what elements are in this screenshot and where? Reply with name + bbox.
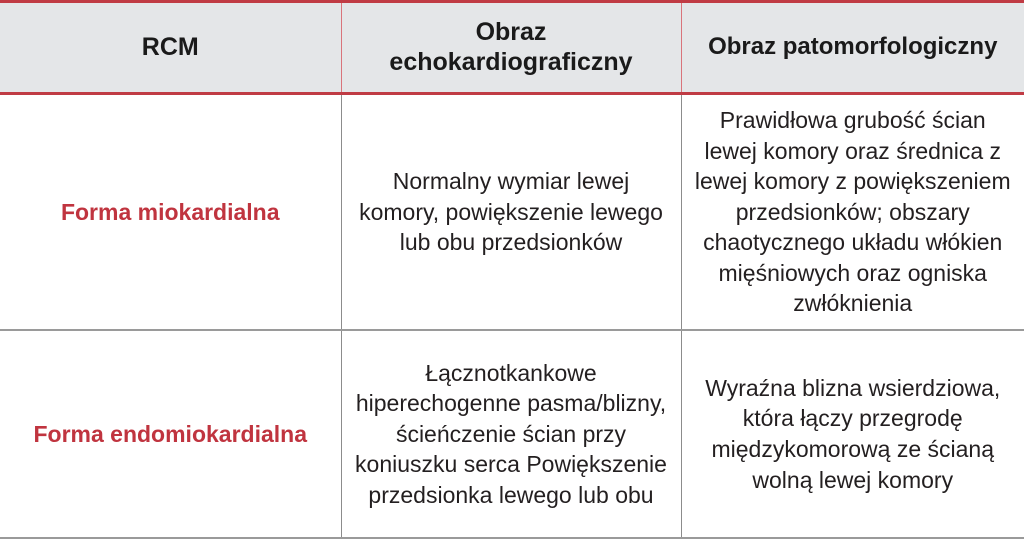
cell-endomyocardial-echocardiographic: Łącznotkankowe hiperechogenne pasma/blizny, ścieńczenie ścian przy koniuszku serca Powiększenie przedsionka lewego lub obu: [341, 330, 681, 538]
row-label-endomyocardial-form: Forma endomiokardialna: [0, 330, 341, 538]
cell-endomyocardial-pathomorphological: Wyraźna blizna wsierdziowa, która łączy przegrodę międzykomorową ze ścianą wolną lewej komory: [681, 330, 1024, 538]
row-label-myocardial-form: Forma miokardialna: [0, 94, 341, 331]
column-header-rcm: RCM: [0, 2, 341, 94]
table-body: [0, 94, 1024, 539]
cell-myocardial-echocardiographic: Normalny wymiar lewej komory, powiększenie lewego lub obu przedsionków: [341, 94, 681, 331]
table-header: [0, 2, 1024, 94]
column-header-echocardiographic-image: [341, 2, 681, 94]
cell-myocardial-pathomorphological: Prawidłowa grubość ścian lewej komory oraz średnica z lewej komory z powiększeniem przedsionków; obszary chaotycznego układu włókien mięśniowych oraz ogniska zwłóknienia: [681, 94, 1024, 331]
table-row: [0, 94, 1024, 331]
column-header-echo-line-2: echokardiograficzny: [389, 47, 633, 76]
column-header-pathomorphological-image: Obraz patomorfologiczny: [681, 2, 1024, 94]
column-header-echo-line-1: Obraz: [475, 18, 547, 46]
table-header-row: [0, 2, 1024, 94]
table-row: [0, 330, 1024, 538]
